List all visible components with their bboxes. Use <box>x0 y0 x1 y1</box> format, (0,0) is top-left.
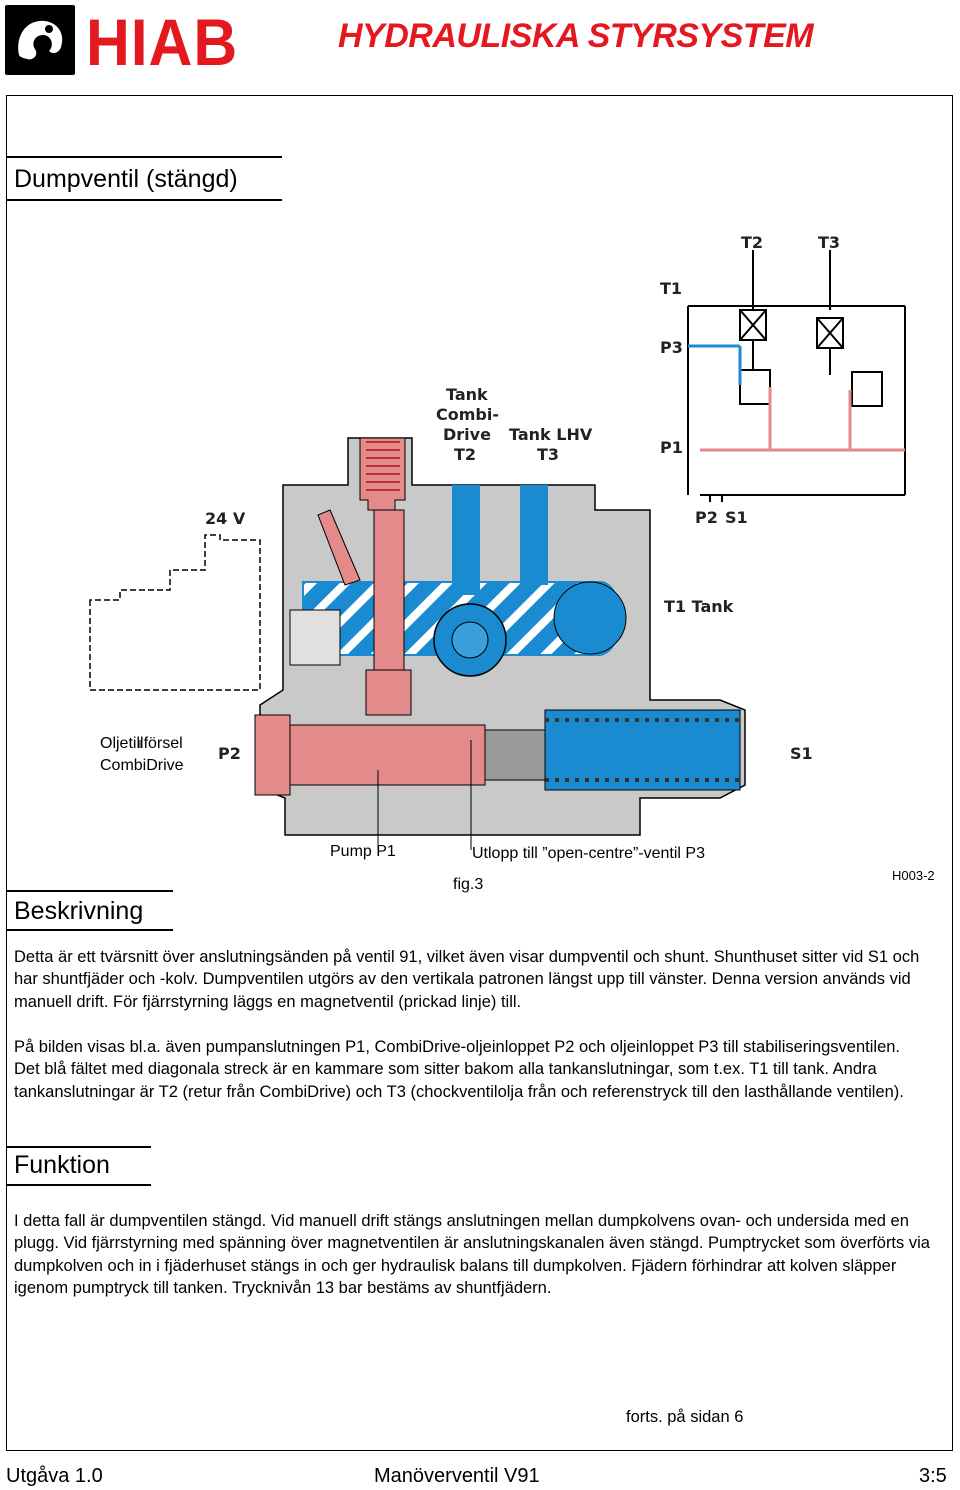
callout-oil-inlet-line1: Oljetillförsel <box>100 735 183 752</box>
hydraulic-schematic <box>688 250 905 502</box>
magnet-valve-dashed-outline <box>90 535 260 690</box>
schematic-label-t1: T1 <box>660 279 683 298</box>
schematic-label-s1: S1 <box>725 508 748 527</box>
top-frame-line <box>6 95 952 96</box>
footer-page-number: 3:5 <box>919 1465 947 1487</box>
function-heading: Funktion <box>14 1151 110 1179</box>
schematic-label-p1: P1 <box>660 438 683 457</box>
figure-ref-code: H003-2 <box>892 868 935 883</box>
footer-edition: Utgåva 1.0 <box>6 1465 103 1487</box>
section-title-rule-bottom <box>6 199 282 201</box>
footer-document: Manöverventil V91 <box>374 1465 540 1487</box>
label-tank-combi-3: Drive <box>443 425 491 444</box>
page-title: Dumpventil (stängd) <box>14 165 238 193</box>
description-rule-top <box>6 890 173 892</box>
description-heading: Beskrivning <box>14 897 144 925</box>
figure-caption: fig.3 <box>453 876 484 893</box>
description-rule-bottom <box>6 929 173 931</box>
hiab-logo-icon <box>5 5 75 75</box>
schematic-label-t2: T2 <box>741 233 764 252</box>
valve-housing <box>255 438 745 835</box>
schematic-label-t3: T3 <box>818 233 841 252</box>
label-p2: P2 <box>218 744 241 763</box>
label-tank-lhv-1: Tank LHV <box>509 425 593 444</box>
label-tank-combi-1: Tank <box>446 385 488 404</box>
label-s1: S1 <box>790 744 813 763</box>
function-paragraph: I detta fall är dumpventilen stängd. Vid manuell drift stängs anslutningen mellan dumpkolvens ovan- och undersida med en plugg. Vid fjärrstyrning med spänning över magnetventilen är anslutningskanalen även stängd. Pumptrycket som överförts via dumpkolven och in i fjäderhuset stängs in och ger hydraulisk balans till dumpkolven. Fjädern förhindrar att kolven släpper igenom pumptryck till tanken. Trycknivån 13 bar bestäms av shuntfjädern. <box>14 1212 930 1297</box>
callout-oil-inlet-line2: CombiDrive <box>100 757 184 774</box>
label-tank-lhv-2: T3 <box>537 445 560 464</box>
page-header-title: HYDRAULISKA STYRSYSTEM <box>338 17 814 55</box>
label-24v: 24 V <box>205 509 246 528</box>
callout-pump-p1: Pump P1 <box>330 843 396 860</box>
continued-note: forts. på sidan 6 <box>626 1408 744 1426</box>
valve-cross-section-diagram <box>0 210 960 850</box>
schematic-label-p2: P2 <box>695 508 718 527</box>
function-rule-top <box>6 1146 151 1148</box>
section-title-rule-top <box>6 156 282 158</box>
label-t1-tank: T1 Tank <box>664 597 734 616</box>
description-paragraph-1: Detta är ett tvärsnitt över anslutningsänden på ventil 91, vilket även visar dumpventil och shunt. Shunthuset sitter vid S1 och har shuntfjäder och -kolv. Dumpventilen utgörs av den vertikala patronen längst upp till vänster. Denna version används vid manuell drift. För fjärrstyrning läggs en magnetventil (prickad linje) till. <box>14 948 920 1011</box>
label-tank-combi-2: Combi- <box>436 405 499 424</box>
schematic-label-p3: P3 <box>660 338 683 357</box>
function-rule-bottom <box>6 1184 151 1186</box>
description-paragraph-2: På bilden visas bl.a. även pumpanslutningen P1, CombiDrive-oljeinloppet P2 och oljeinloppet P3 till stabiliseringsventilen. Det blå fältet med diagonala streck är en kammare som sitter bakom alla tankanslutningar, som t.ex. T1 till tank. Andra tankanslutningar är T2 (retur från CombiDrive) och T3 (chockventilolja från och referenstryck till den lasthållande ventilen). <box>14 1038 904 1101</box>
label-tank-combi-4: T2 <box>454 445 477 464</box>
brand-logo-text: HIAB <box>86 5 239 79</box>
callout-outlet-p3: Utlopp till ”open-centre”-ventil P3 <box>472 845 705 862</box>
bottom-frame-line <box>6 1450 953 1451</box>
